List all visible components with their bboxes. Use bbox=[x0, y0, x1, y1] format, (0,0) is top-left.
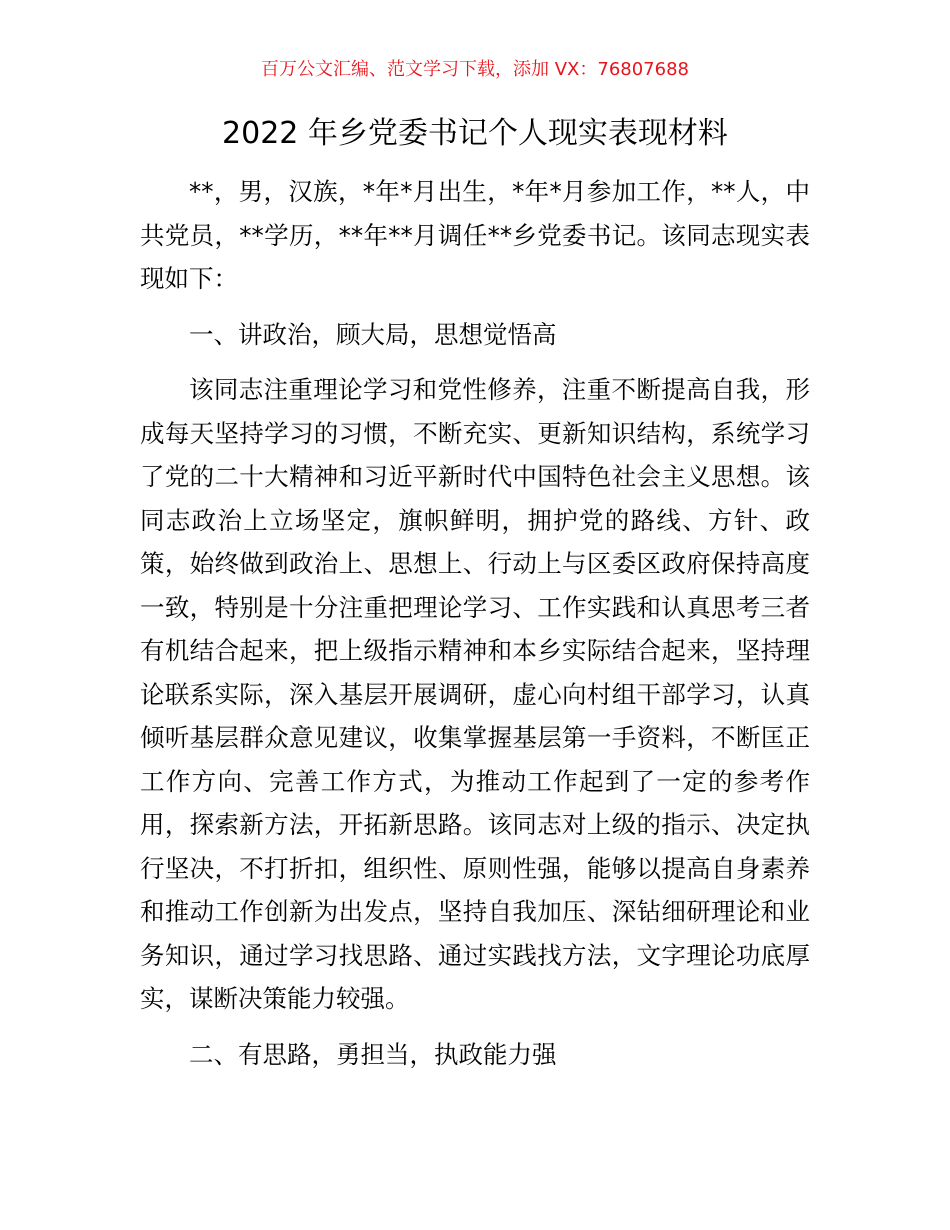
document-title: 2022 年乡党委书记个人现实表现材料 bbox=[222, 116, 728, 151]
document-body bbox=[140, 170, 810, 1088]
section-1-paragraph: 该同志注重理论学习和党性修养，注重不断提高自我，形成每天坚持学习的习惯，不断充实、更新知识结构，系统学习了党的二十大精神和习近平新时代中国特色社会主义思想。该同志政治上立场坚定，旗帜鲜明，拥护党的路线、方针、政策，始终做到政治上、思想上、行动上与区委区政府保持高度一致，特别是十分注重把理论学习、工作实践和认真思考三者有机结合起来，把上级指示精神和本乡实际结合起来，坚持理论联系实际，深入基层开展调研，虚心向村组干部学习，认真倾听基层群众意见建议，收集掌握基层第一手资料，不断匡正工作方向、完善工作方式，为推动工作起到了一定的参考作用，探索新方法，开拓新思路。该同志对上级的指示、决定执行坚决，不打折扣，组织性、原则性强，能够以提高自身素养和推动工作创新为出发点，坚持自我加压、深钻细研理论和业务知识，通过学习找思路、通过实践找方法，文字理论功底厚实，谋断决策能力较强。 bbox=[140, 375, 810, 1013]
intro-paragraph: **，男，汉族，*年*月出生，*年*月参加工作，**人，中共党员，**学历，**年**月调任**乡党委书记。该同志现实表现如下： bbox=[140, 177, 810, 293]
header-watermark-note: 百万公文汇编、范文学习下载，添加 VX：76807688 bbox=[261, 59, 689, 80]
section-heading-2: 二、有思路，勇担当，执政能力强 bbox=[189, 1039, 557, 1069]
section-heading-1: 一、讲政治，顾大局，思想觉悟高 bbox=[189, 319, 557, 349]
